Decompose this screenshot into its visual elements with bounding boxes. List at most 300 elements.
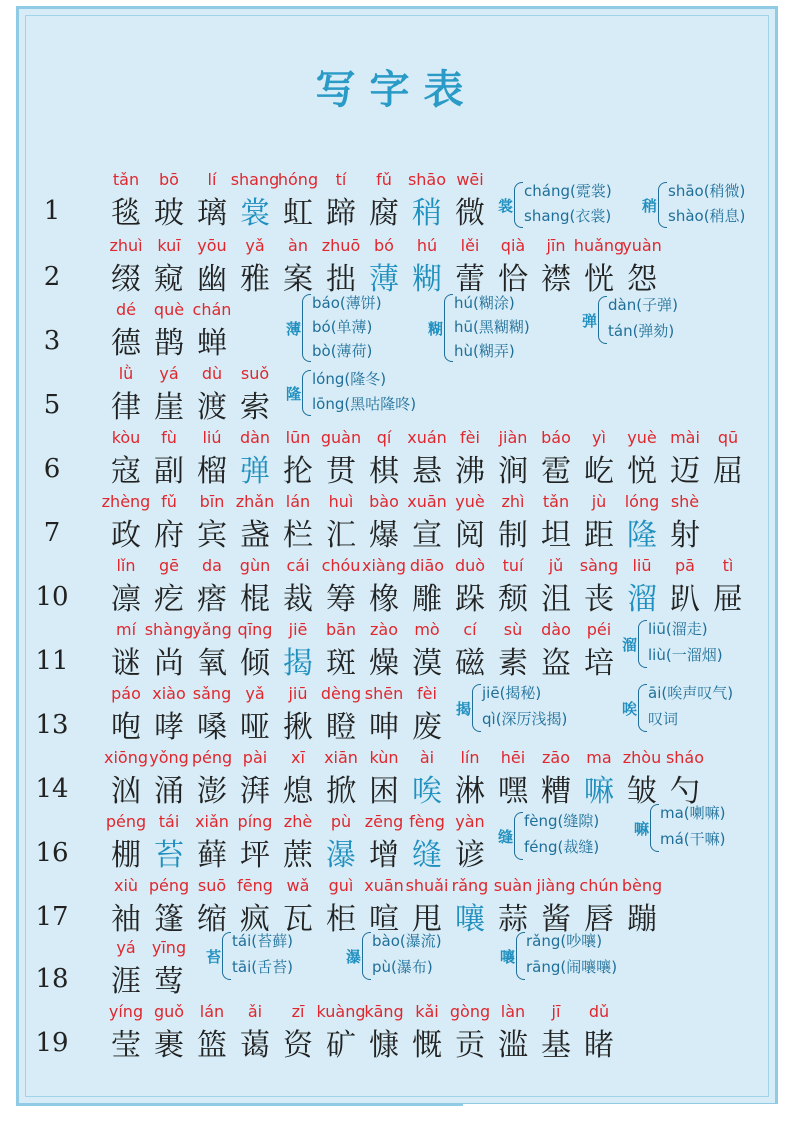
- brace: [444, 294, 453, 362]
- pinyin: yǎ: [245, 236, 265, 255]
- pinyin: àn: [288, 236, 308, 255]
- hanzi: 蔼: [240, 1028, 270, 1063]
- hanzi: 橡: [369, 582, 399, 617]
- pinyin: fèi: [460, 428, 480, 447]
- pinyin: tǎn: [542, 492, 570, 511]
- lesson-number: 2: [43, 262, 61, 292]
- hanzi: 糟: [541, 774, 571, 809]
- pinyin: xiàng: [361, 556, 406, 575]
- pinyin: qū: [717, 428, 739, 447]
- character-cell: [620, 236, 664, 296]
- hanzi: 襟: [541, 262, 571, 297]
- pinyin: lí: [207, 170, 217, 189]
- pinyin: zhòu: [622, 748, 662, 767]
- pinyin: fù: [161, 428, 177, 447]
- hanzi: 睹: [584, 1028, 614, 1063]
- lesson-number: 11: [35, 646, 69, 676]
- lesson-number: 16: [35, 838, 69, 868]
- pinyin: bèng: [621, 876, 663, 895]
- hanzi: 政: [111, 518, 141, 553]
- polyphone-reading: tán(弹劾): [608, 322, 675, 340]
- pinyin: bān: [325, 620, 357, 639]
- hanzi: 哮: [154, 710, 184, 745]
- hanzi: 哑: [240, 710, 270, 745]
- pinyin: qí: [376, 428, 392, 447]
- pinyin: xiān: [324, 748, 358, 767]
- character-cell: [448, 170, 492, 230]
- pinyin: péi: [586, 620, 612, 639]
- pinyin: rǎng: [451, 876, 489, 895]
- pinyin: jī: [551, 1002, 561, 1021]
- pinyin: lán: [285, 492, 311, 511]
- pinyin: fǔ: [161, 492, 177, 511]
- pinyin: jiàn: [498, 428, 528, 447]
- polyphone-reading: cháng(霓裳): [524, 182, 612, 200]
- pinyin: zhè: [283, 812, 313, 831]
- hanzi: 涌: [154, 774, 184, 809]
- polyphone-reading: féng(裁缝): [524, 838, 600, 856]
- hanzi: 疙: [154, 582, 184, 617]
- hanzi: 嘿: [498, 774, 528, 809]
- pinyin: què: [153, 300, 185, 319]
- hanzi: 距: [584, 518, 614, 553]
- pinyin: lǐn: [116, 556, 136, 575]
- hanzi: 盗: [541, 646, 571, 681]
- hanzi: 屈: [713, 454, 743, 489]
- hanzi: 幽: [197, 262, 227, 297]
- hanzi: 涧: [498, 454, 528, 489]
- pinyin: chún: [579, 876, 619, 895]
- pinyin: fǔ: [376, 170, 392, 189]
- hanzi: 皱: [627, 774, 657, 809]
- pinyin: xī: [291, 748, 305, 767]
- pinyin: sháo: [665, 748, 705, 767]
- hanzi: 璃: [197, 196, 227, 231]
- hanzi: 谜: [111, 646, 141, 681]
- hanzi: 案: [283, 262, 313, 297]
- hanzi: 淋: [455, 774, 485, 809]
- lesson-number: 7: [43, 518, 61, 548]
- hanzi: 漠: [412, 646, 442, 681]
- brace: [302, 294, 311, 362]
- hanzi: 柜: [326, 902, 356, 937]
- pinyin: qià: [500, 236, 526, 255]
- polyphone-char: 裳: [498, 197, 514, 215]
- hanzi: 薄: [369, 262, 399, 297]
- hanzi: 渡: [197, 390, 227, 425]
- page-corner: [463, 1104, 793, 1122]
- hanzi: 鹊: [154, 326, 184, 361]
- hanzi: 勺: [670, 774, 700, 809]
- pinyin: tí: [335, 170, 347, 189]
- hanzi: 喧: [369, 902, 399, 937]
- pinyin: dèng: [320, 684, 362, 703]
- hanzi: 隆: [627, 518, 657, 553]
- polyphone-char: 嘛: [634, 820, 650, 838]
- hanzi: 瞪: [326, 710, 356, 745]
- polyphone-reading: lōng(黑咕隆咚): [312, 395, 417, 413]
- hanzi: 宣: [412, 518, 442, 553]
- polyphone-char: 缝: [498, 828, 514, 846]
- hanzi: 莺: [154, 964, 184, 999]
- character-cell: [706, 556, 750, 616]
- hanzi: 毯: [111, 196, 141, 231]
- pinyin: hóng: [277, 170, 319, 189]
- pinyin: shēn: [364, 684, 404, 703]
- pinyin: suō: [197, 876, 227, 895]
- pinyin: kāng: [364, 1002, 404, 1021]
- hanzi: 培: [584, 646, 614, 681]
- polyphone-reading: bào(瀑流): [372, 932, 442, 950]
- hanzi: 袖: [111, 902, 141, 937]
- hanzi: 缝: [412, 838, 442, 873]
- polyphone-reading: hú(糊涂): [454, 294, 515, 312]
- pinyin: shè: [670, 492, 700, 511]
- pinyin: chán: [192, 300, 232, 319]
- pinyin: fèng: [409, 812, 445, 831]
- hanzi: 唇: [584, 902, 614, 937]
- pinyin: zhèng: [101, 492, 151, 511]
- pinyin: shuǎi: [405, 876, 449, 895]
- hanzi: 蹦: [627, 902, 657, 937]
- hanzi: 坪: [240, 838, 270, 873]
- pinyin: jù: [591, 492, 607, 511]
- hanzi: 缩: [197, 902, 227, 937]
- hanzi: 倾: [240, 646, 270, 681]
- hanzi: 盏: [240, 518, 270, 553]
- character-cell: [577, 1002, 621, 1062]
- pinyin: dàn: [239, 428, 271, 447]
- hanzi: 索: [240, 390, 270, 425]
- hanzi: 资: [283, 1028, 313, 1063]
- hanzi: 棍: [240, 582, 270, 617]
- pinyin: wēi: [456, 170, 484, 189]
- pinyin: páo: [111, 684, 141, 703]
- pinyin: xuān: [407, 492, 447, 511]
- hanzi: 熄: [283, 774, 313, 809]
- hanzi: 咆: [111, 710, 141, 745]
- hanzi: 沮: [541, 582, 571, 617]
- polyphone-reading: pù(瀑布): [372, 958, 433, 976]
- pinyin: yōu: [197, 236, 227, 255]
- pinyin: xuán: [407, 428, 447, 447]
- polyphone-reading: shang(衣裳): [524, 207, 612, 225]
- hanzi: 尚: [154, 646, 184, 681]
- character-cell: [233, 364, 277, 424]
- character-cell: [706, 428, 750, 488]
- pinyin: mò: [414, 620, 440, 639]
- polyphone-reading: ma(喇嘛): [660, 804, 726, 822]
- brace: [658, 182, 667, 228]
- pinyin: lán: [199, 1002, 225, 1021]
- hanzi: 藓: [197, 838, 227, 873]
- pinyin: xiǎn: [195, 812, 229, 831]
- character-cell: [190, 300, 234, 360]
- hanzi: 射: [670, 518, 700, 553]
- lesson-number: 3: [43, 326, 61, 356]
- brace: [302, 370, 311, 416]
- hanzi: 燥: [369, 646, 399, 681]
- hanzi: 屉: [713, 582, 743, 617]
- hanzi: 稍: [412, 196, 442, 231]
- pinyin: tǎn: [112, 170, 140, 189]
- hanzi: 恍: [584, 262, 614, 297]
- hanzi: 莹: [111, 1028, 141, 1063]
- pinyin: zhì: [501, 492, 525, 511]
- brace: [362, 932, 371, 980]
- character-cell: [663, 492, 707, 552]
- brace: [638, 684, 647, 732]
- hanzi: 恰: [498, 262, 528, 297]
- pinyin: zào: [370, 620, 398, 639]
- hanzi: 裹: [154, 1028, 184, 1063]
- hanzi: 悬: [412, 454, 442, 489]
- hanzi: 微: [455, 196, 485, 231]
- polyphone-reading: hù(糊弄): [454, 342, 515, 360]
- lesson-number: 6: [43, 454, 61, 484]
- pinyin: yīng: [151, 938, 187, 957]
- polyphone-reading: jiē(揭秘): [482, 684, 542, 702]
- pinyin: péng: [105, 812, 147, 831]
- pinyin: xiù: [113, 876, 139, 895]
- hanzi: 斑: [326, 646, 356, 681]
- hanzi: 揭: [283, 646, 313, 681]
- pinyin: péng: [148, 876, 190, 895]
- hanzi: 栏: [283, 518, 313, 553]
- hanzi: 裁: [283, 582, 313, 617]
- pinyin: duò: [454, 556, 486, 575]
- hanzi: 棚: [111, 838, 141, 873]
- pinyin: mài: [670, 428, 700, 447]
- polyphone-char: 糊: [428, 320, 444, 338]
- pinyin: yǎng: [192, 620, 232, 639]
- lesson-number: 1: [43, 196, 61, 226]
- pinyin: bó: [374, 236, 394, 255]
- brace: [514, 182, 523, 228]
- polyphone-reading: tái(苔藓): [232, 932, 293, 950]
- polyphone-reading: fèng(缝隙): [524, 812, 600, 830]
- pinyin: diāo: [409, 556, 445, 575]
- hanzi: 汹: [111, 774, 141, 809]
- pinyin: báo: [541, 428, 571, 447]
- pinyin: hú: [416, 236, 438, 255]
- hanzi: 怨: [627, 262, 657, 297]
- hanzi: 揪: [283, 710, 313, 745]
- lesson-number: 10: [35, 582, 69, 612]
- hanzi: 基: [541, 1028, 571, 1063]
- pinyin: dào: [541, 620, 571, 639]
- hanzi: 蹄: [326, 196, 356, 231]
- hanzi: 蒜: [498, 902, 528, 937]
- brace: [472, 684, 481, 732]
- pinyin: pā: [675, 556, 695, 575]
- hanzi: 瘩: [197, 582, 227, 617]
- polyphone-reading: lóng(隆冬): [312, 370, 387, 388]
- hanzi: 雹: [541, 454, 571, 489]
- pinyin: ma: [586, 748, 612, 767]
- hanzi: 抡: [283, 454, 313, 489]
- hanzi: 瀑: [326, 838, 356, 873]
- pinyin: yì: [592, 428, 606, 447]
- pinyin: suàn: [493, 876, 533, 895]
- pinyin: yuàn: [622, 236, 662, 255]
- hanzi: 爆: [369, 518, 399, 553]
- polyphone-char: 苔: [206, 948, 222, 966]
- hanzi: 府: [154, 518, 184, 553]
- pinyin: zēng: [364, 812, 404, 831]
- hanzi: 慨: [412, 1028, 442, 1063]
- hanzi: 腐: [369, 196, 399, 231]
- hanzi: 磁: [455, 646, 485, 681]
- lesson-number: 19: [35, 1028, 69, 1058]
- pinyin: wǎ: [286, 876, 310, 895]
- lesson-number: 18: [35, 964, 69, 994]
- brace: [514, 812, 523, 860]
- pinyin: shàng: [144, 620, 194, 639]
- pinyin: bīn: [199, 492, 225, 511]
- character-cell: [405, 684, 449, 744]
- hanzi: 雅: [240, 262, 270, 297]
- pinyin: huì: [328, 492, 354, 511]
- pinyin: píng: [237, 812, 273, 831]
- hanzi: 颓: [498, 582, 528, 617]
- pinyin: jiū: [288, 684, 308, 703]
- pinyin: yuè: [627, 428, 657, 447]
- pinyin: hēi: [500, 748, 526, 767]
- polyphone-reading: bò(薄荷): [312, 342, 373, 360]
- pinyin: guì: [328, 876, 354, 895]
- character-cell: [147, 938, 191, 998]
- hanzi: 跺: [455, 582, 485, 617]
- hanzi: 悦: [627, 454, 657, 489]
- pinyin: sàng: [579, 556, 619, 575]
- pinyin: jiàng: [536, 876, 576, 895]
- hanzi: 屹: [584, 454, 614, 489]
- hanzi: 疯: [240, 902, 270, 937]
- polyphone-reading: liù(一溜烟): [648, 646, 723, 664]
- pinyin: zī: [291, 1002, 305, 1021]
- polyphone-char: 揭: [456, 700, 472, 718]
- pinyin: dé: [116, 300, 136, 319]
- hanzi: 律: [111, 390, 141, 425]
- pinyin: sù: [503, 620, 523, 639]
- polyphone-reading: rǎng(吵嚷): [526, 932, 603, 950]
- hanzi: 贯: [326, 454, 356, 489]
- hanzi: 澎: [197, 774, 227, 809]
- hanzi: 沸: [455, 454, 485, 489]
- pinyin: cái: [286, 556, 310, 575]
- pinyin: kuī: [157, 236, 181, 255]
- hanzi: 趴: [670, 582, 700, 617]
- hanzi: 筹: [326, 582, 356, 617]
- pinyin: yǎ: [245, 684, 265, 703]
- hanzi: 嚷: [455, 902, 485, 937]
- pinyin: tuí: [502, 556, 524, 575]
- pinyin: lín: [460, 748, 480, 767]
- hanzi: 缀: [111, 262, 141, 297]
- pinyin: kuàng: [316, 1002, 366, 1021]
- pinyin: yàn: [455, 812, 485, 831]
- hanzi: 宾: [197, 518, 227, 553]
- pinyin: shāo: [407, 170, 447, 189]
- pinyin: lěi: [460, 236, 480, 255]
- hanzi: 制: [498, 518, 528, 553]
- hanzi: 窥: [154, 262, 184, 297]
- polyphone-char: 溜: [622, 636, 638, 654]
- pinyin: pù: [330, 812, 352, 831]
- hanzi: 瓦: [283, 902, 313, 937]
- pinyin: bō: [159, 170, 179, 189]
- pinyin: tì: [722, 556, 734, 575]
- hanzi: 掀: [326, 774, 356, 809]
- pinyin: xiōng: [104, 748, 148, 767]
- character-cell: [577, 620, 621, 680]
- pinyin: yǒng: [149, 748, 189, 767]
- pinyin: péng: [191, 748, 233, 767]
- hanzi: 蝉: [197, 326, 227, 361]
- polyphone-reading: má(干嘛): [660, 830, 726, 848]
- polyphone-reading: dàn(子弹): [608, 296, 678, 314]
- pinyin: zhǎn: [235, 492, 275, 511]
- pinyin: da: [202, 556, 222, 575]
- polyphone-reading: bó(单薄): [312, 318, 373, 336]
- hanzi: 榴: [197, 454, 227, 489]
- hanzi: 寇: [111, 454, 141, 489]
- pinyin: suǒ: [240, 364, 270, 383]
- pinyin: chóu: [321, 556, 361, 575]
- hanzi: 迈: [670, 454, 700, 489]
- pinyin: yá: [116, 938, 136, 957]
- hanzi: 凛: [111, 582, 141, 617]
- pinyin: huǎng: [573, 236, 625, 255]
- hanzi: 篷: [154, 902, 184, 937]
- hanzi: 废: [412, 710, 442, 745]
- pinyin: lóng: [624, 492, 660, 511]
- hanzi: 矿: [326, 1028, 356, 1063]
- hanzi: 蕾: [455, 262, 485, 297]
- brace: [222, 932, 231, 980]
- pinyin: cí: [463, 620, 477, 639]
- lesson-number: 17: [35, 902, 69, 932]
- lesson-number: 13: [35, 710, 69, 740]
- hanzi: 嘛: [584, 774, 614, 809]
- pinyin: guǒ: [153, 1002, 185, 1021]
- brace: [516, 932, 525, 980]
- character-cell: [448, 812, 492, 872]
- pinyin: sǎng: [192, 684, 232, 703]
- pinyin: jiē: [288, 620, 308, 639]
- pinyin: zāo: [542, 748, 570, 767]
- lesson-number: 5: [43, 390, 61, 420]
- pinyin: làn: [500, 1002, 526, 1021]
- hanzi: 氧: [197, 646, 227, 681]
- hanzi: 裳: [240, 196, 270, 231]
- pinyin: lǜ: [118, 364, 134, 383]
- hanzi: 糊: [412, 262, 442, 297]
- hanzi: 唉: [412, 774, 442, 809]
- hanzi: 崖: [154, 390, 184, 425]
- hanzi: 滥: [498, 1028, 528, 1063]
- pinyin: jǔ: [548, 556, 564, 575]
- hanzi: 丧: [584, 582, 614, 617]
- pinyin: kùn: [369, 748, 399, 767]
- polyphone-reading: tāi(舌苔): [232, 958, 293, 976]
- pinyin: kòu: [111, 428, 141, 447]
- pinyin: qīng: [237, 620, 273, 639]
- pinyin: dǔ: [588, 1002, 610, 1021]
- hanzi: 涯: [111, 964, 141, 999]
- pinyin: shang: [230, 170, 280, 189]
